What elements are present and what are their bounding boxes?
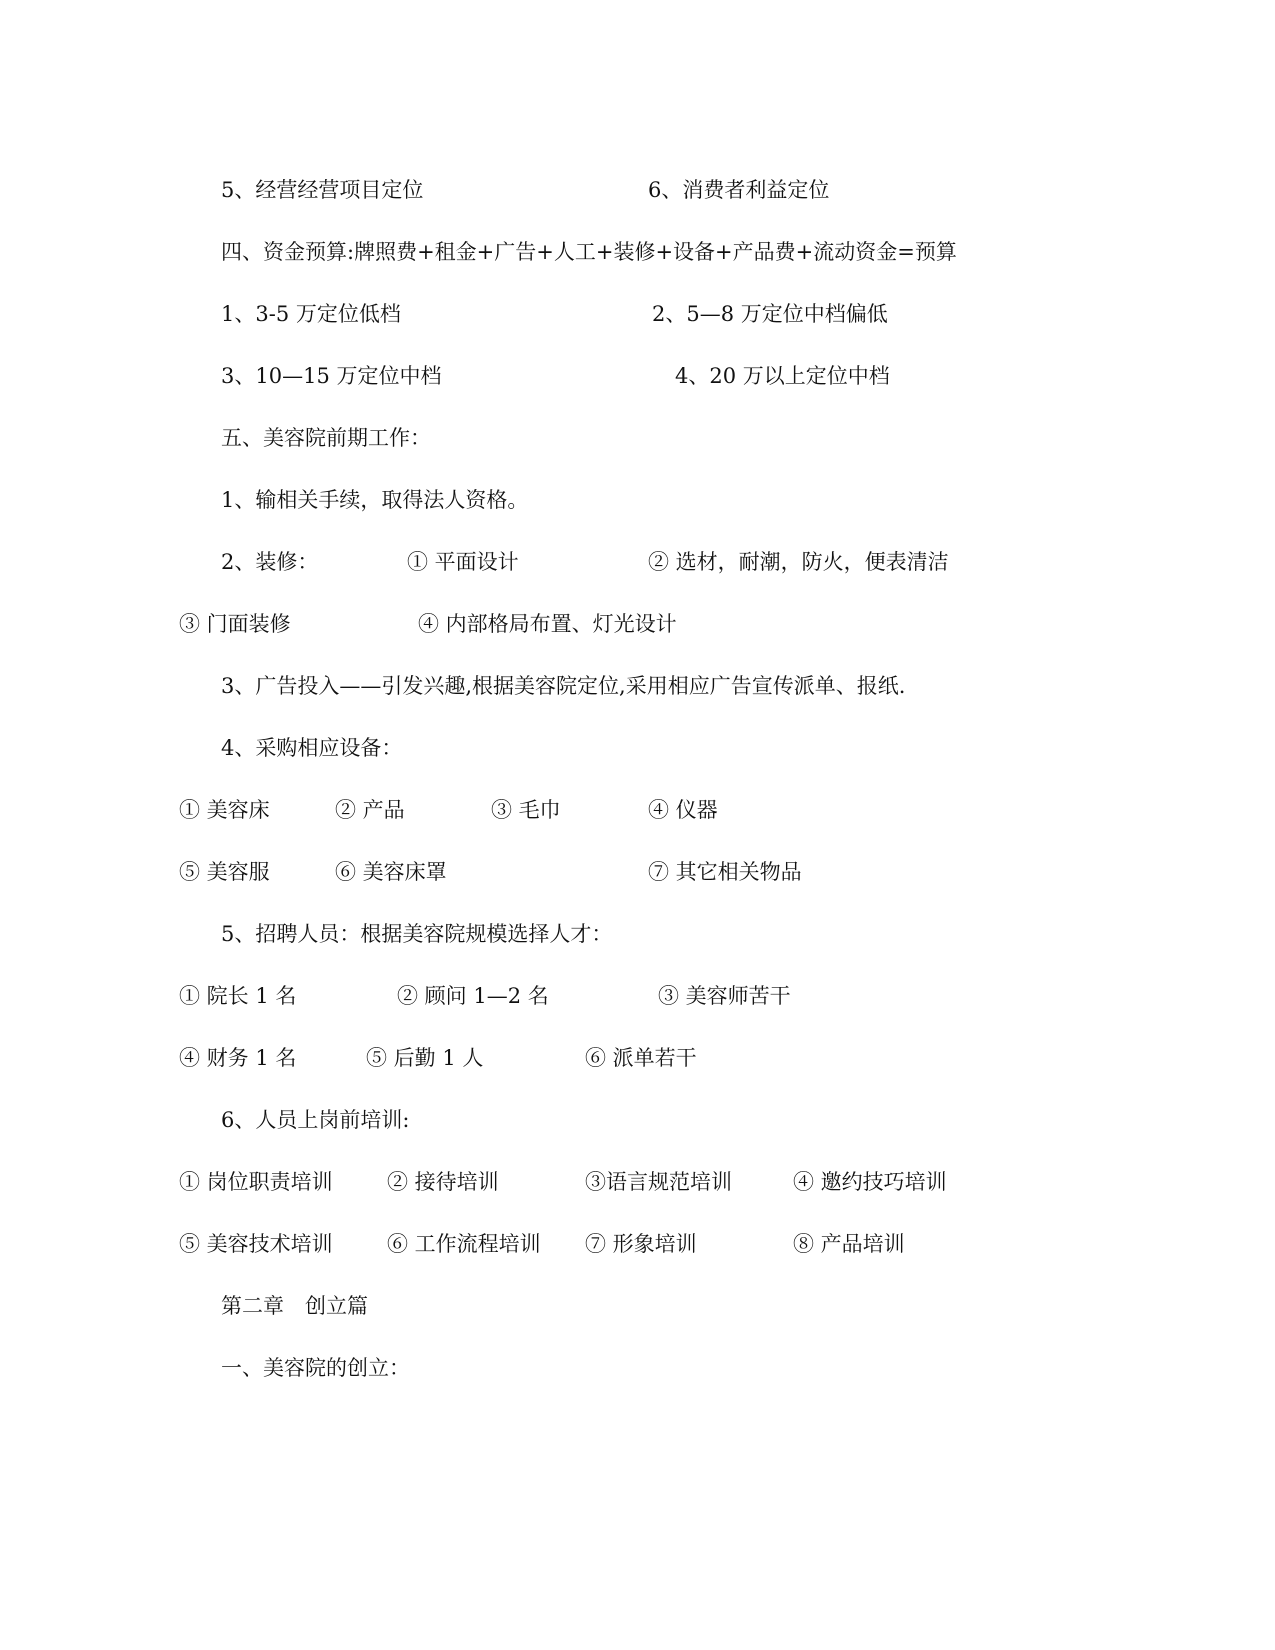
text-item: ④ 邀约技巧培训 xyxy=(793,1170,947,1194)
text-item: ⑦ 其它相关物品 xyxy=(648,860,802,884)
text-item: 1、3-5 万定位低档 xyxy=(221,302,401,326)
text-item: ⑥ 美容床罩 xyxy=(335,860,447,884)
text-item: ① 美容床 xyxy=(179,798,270,822)
paragraph: 6、人员上岗前培训: xyxy=(221,1108,410,1132)
text-item: ⑦ 形象培训 xyxy=(585,1232,697,1256)
text-item: ⑥ 工作流程培训 xyxy=(387,1232,541,1256)
text-item: ③ 毛巾 xyxy=(491,798,561,822)
text-item: 4、20 万以上定位中档 xyxy=(675,364,890,388)
text-item: ③语言规范培训 xyxy=(585,1170,732,1194)
text-item: 6、消费者利益定位 xyxy=(648,178,830,202)
chapter-heading: 第二章 创立篇 xyxy=(221,1294,368,1318)
text-item: 2、装修： xyxy=(221,550,319,574)
paragraph: 四、资金预算:牌照费+租金+广告+人工+装修+设备+产品费+流动资金=预算 xyxy=(221,240,957,264)
text-item: ⑤ 美容服 xyxy=(179,860,270,884)
text-item: ② 产品 xyxy=(335,798,405,822)
paragraph: 3、广告投入——引发兴趣,根据美容院定位,采用相应广告宣传派单、报纸. xyxy=(221,674,906,698)
text-item: ⑤ 后勤 1 人 xyxy=(366,1046,484,1070)
text-item: 5、经营经营项目定位 xyxy=(221,178,424,202)
text-item: ④ 仪器 xyxy=(648,798,718,822)
text-item: ② 选材，耐潮，防火，便表清洁 xyxy=(648,550,949,574)
paragraph: 5、招聘人员：根据美容院规模选择人才： xyxy=(221,922,613,946)
text-item: 3、10—15 万定位中档 xyxy=(221,364,442,388)
paragraph: 1、输相关手续，取得法人资格。 xyxy=(221,488,529,512)
text-item: ④ 财务 1 名 xyxy=(179,1046,297,1070)
text-item: ① 平面设计 xyxy=(407,550,519,574)
text-item: ① 岗位职责培训 xyxy=(179,1170,333,1194)
text-item: ⑤ 美容技术培训 xyxy=(179,1232,333,1256)
paragraph: 4、采购相应设备： xyxy=(221,736,403,760)
text-item: ⑧ 产品培训 xyxy=(793,1232,905,1256)
text-item: ① 院长 1 名 xyxy=(179,984,297,1008)
text-item: ⑥ 派单若干 xyxy=(585,1046,697,1070)
text-item: ② 接待培训 xyxy=(387,1170,499,1194)
text-item: ③ 门面装修 xyxy=(179,612,291,636)
section-heading: 五、美容院前期工作： xyxy=(221,426,431,450)
text-item: ④ 内部格局布置、灯光设计 xyxy=(418,612,677,636)
text-item: 2、5—8 万定位中档偏低 xyxy=(652,302,888,326)
text-item: ② 顾问 1—2 名 xyxy=(397,984,549,1008)
section-heading: 一、美容院的创立： xyxy=(221,1356,410,1380)
text-item: ③ 美容师苦干 xyxy=(658,984,791,1008)
